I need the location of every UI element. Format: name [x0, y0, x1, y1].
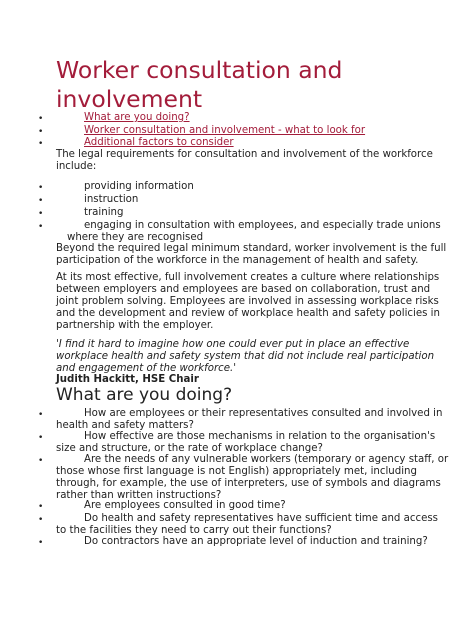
requirement-item: engaging in consultation with employees, and especially trade unions — [84, 220, 441, 231]
requirement-item: training — [84, 207, 124, 218]
bullet-icon: • — [38, 196, 44, 206]
paragraph-line: At its most effective, full involvement creates a culture where relationships — [56, 272, 440, 283]
bullet-icon: • — [38, 209, 44, 219]
question-line: rather than written instructions? — [56, 490, 222, 501]
quote-line: and engagement of the workforce.' — [56, 363, 237, 374]
requirement-item: providing information — [84, 181, 194, 192]
bullet-icon: • — [38, 515, 44, 525]
paragraph-line: and the development and review of workplace health and safety policies in — [56, 308, 440, 319]
paragraph-line: partnership with the employer. — [56, 320, 214, 331]
intro-text: The legal requirements for consultation and involvement of the workforce — [56, 149, 433, 160]
question-line: How are employees or their representatives consulted and involved in — [84, 408, 443, 419]
intro-text: include: — [56, 161, 97, 172]
requirement-item-continuation: where they are recognised — [67, 232, 204, 243]
bullet-icon: • — [38, 456, 44, 466]
question-line: through, for example, the use of interpreters, use of symbols and diagrams — [56, 478, 441, 489]
question-line: to the facilities they need to carry out their functions? — [56, 525, 332, 536]
question-line: How effective are those mechanisms in relation to the organisation's — [84, 431, 436, 442]
toc-link-additional-factors[interactable]: Additional factors to consider — [84, 137, 234, 148]
quote-line: workplace health and safety system that did not include real participation — [56, 351, 435, 362]
question-line: Are employees consulted in good time? — [84, 500, 286, 511]
page-title: Worker consultation and involvement — [56, 56, 343, 113]
question-line: those whose first language is not English) appropriately met, including — [56, 466, 417, 477]
bullet-icon: • — [38, 538, 44, 548]
bullet-icon: • — [38, 410, 44, 420]
question-line: Do health and safety representatives have sufficient time and access — [84, 513, 438, 524]
question-line: size and structure, or the rate of workplace change? — [56, 443, 323, 454]
bullet-icon: • — [38, 127, 44, 137]
paragraph-line: participation of the workforce in the management of health and safety. — [56, 255, 419, 266]
bullet-icon: • — [38, 139, 44, 149]
bullet-icon: • — [38, 222, 44, 232]
paragraph-line: Beyond the required legal minimum standard, worker involvement is the full — [56, 243, 447, 254]
bullet-icon: • — [38, 114, 44, 124]
paragraph-line: between employers and employees are based on collaboration, trust and — [56, 284, 431, 295]
toc-link-what-to-look-for[interactable]: Worker consultation and involvement - what to look for — [84, 125, 366, 136]
quote-author: Judith Hackitt, HSE Chair — [56, 374, 199, 385]
question-line: Are the needs of any vulnerable workers (temporary or agency staff, or — [84, 454, 449, 465]
quote-line: 'I find it hard to imagine how one could ever put in place an effective — [56, 339, 410, 350]
paragraph-line: joint problem solving. Employees are involved in assessing workplace risks — [56, 296, 439, 307]
question-line: Do contractors have an appropriate level of induction and training? — [84, 536, 428, 547]
question-line: health and safety matters? — [56, 420, 194, 431]
section-heading: What are you doing? — [56, 385, 233, 405]
bullet-icon: • — [38, 502, 44, 512]
requirement-item: instruction — [84, 194, 139, 205]
bullet-icon: • — [38, 183, 44, 193]
bullet-icon: • — [38, 433, 44, 443]
toc-link-what-are-you-doing[interactable]: What are you doing? — [84, 112, 190, 123]
